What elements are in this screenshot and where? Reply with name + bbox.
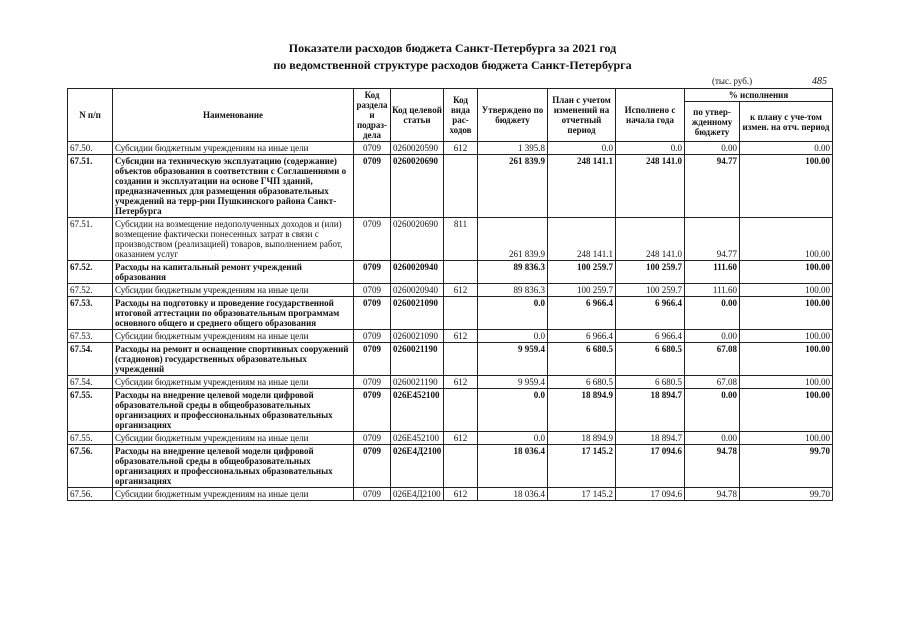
row-name: Субсидии бюджетным учреждениям на иные цели [113,330,354,343]
row-num: 67.52. [68,261,113,284]
row-plan: 18 894.9 [548,389,616,432]
row-name: Субсидии бюджетным учреждениям на иные цели [113,142,354,155]
table-body [68,142,833,501]
row-pct-plan: 100.00 [740,343,833,376]
row-pct-approved: 67.08 [685,376,740,389]
row-num: 67.52. [68,284,113,297]
row-target-code: 0260020690 [391,218,444,261]
row-executed: 6 680.5 [616,343,685,376]
row-type-code: 612 [444,432,478,445]
table-row [68,389,833,432]
row-name: Субсидии бюджетным учреждениям на иные цели [113,432,354,445]
row-approved: 89 836.3 [478,261,548,284]
row-plan: 18 894.9 [548,432,616,445]
row-name: Расходы на подготовку и проведение государственной итоговой аттестации по образовательным программам основного общего и среднего общего образования [113,297,354,330]
row-pct-plan: 100.00 [740,432,833,445]
row-section-code: 0709 [354,142,391,155]
row-executed: 6 966.4 [616,330,685,343]
row-pct-plan: 0.00 [740,142,833,155]
row-pct-approved: 0.00 [685,297,740,330]
row-plan: 248 141.1 [548,218,616,261]
row-pct-plan: 100.00 [740,376,833,389]
row-approved: 89 836.3 [478,284,548,297]
row-section-code: 0709 [354,155,391,218]
budget-table [67,88,833,501]
row-num: 67.55. [68,432,113,445]
row-pct-approved: 0.00 [685,142,740,155]
row-num: 67.53. [68,297,113,330]
row-name: Субсидии бюджетным учреждениям на иные цели [113,284,354,297]
row-target-code: 026E4Д2100 [391,488,444,501]
row-pct-plan: 100.00 [740,155,833,218]
row-num: 67.51. [68,218,113,261]
row-plan: 6 966.4 [548,330,616,343]
row-pct-approved: 94.78 [685,488,740,501]
row-type-code [444,389,478,432]
row-name: Субсидии бюджетным учреждениям на иные цели [113,488,354,501]
row-section-code: 0709 [354,343,391,376]
row-pct-approved: 94.77 [685,218,740,261]
row-pct-plan: 100.00 [740,218,833,261]
row-target-code: 0260021090 [391,330,444,343]
row-target-code: 0260021190 [391,343,444,376]
row-target-code: 0260020940 [391,284,444,297]
row-plan: 17 145.2 [548,445,616,488]
row-approved: 261 839.9 [478,155,548,218]
row-target-code: 026E452100 [391,389,444,432]
header-target-code: Код целевой статьи [391,89,444,142]
row-type-code: 612 [444,376,478,389]
units-label: (тыс. руб.) [712,76,753,86]
row-pct-approved: 0.00 [685,432,740,445]
row-num: 67.56. [68,488,113,501]
row-pct-approved: 94.77 [685,155,740,218]
header-section-code: Код раздела и подраз-дела [354,89,391,142]
header-plan: План с учетом изменений на отчетный период [548,89,616,142]
table-row [68,488,833,501]
table-row [68,445,833,488]
row-type-code [444,155,478,218]
row-approved: 9 959.4 [478,343,548,376]
row-name: Расходы на внедрение целевой модели цифровой образовательной среды в общеобразовательных организациях и профессиональных образовательных организациях [113,445,354,488]
row-approved: 261 839.9 [478,218,548,261]
row-executed: 18 894.7 [616,432,685,445]
row-name: Субсидии на возмещение недополученных доходов и (или) возмещение фактически понесенных затрат в связи с производством (реализацией) товаров, выполнением работ, оказанием услуг [113,218,354,261]
row-section-code: 0709 [354,284,391,297]
report-title-line-2: по ведомственной структуре расходов бюджета Санкт-Петербурга [273,58,632,72]
row-approved: 18 036.4 [478,488,548,501]
row-pct-plan: 99.70 [740,488,833,501]
row-num: 67.54. [68,376,113,389]
row-pct-approved: 111.60 [685,284,740,297]
header-approved: Утверждено по бюджету [478,89,548,142]
table-row [68,155,833,218]
row-plan: 6 966.4 [548,297,616,330]
row-approved: 0.0 [478,297,548,330]
row-pct-plan: 100.00 [740,330,833,343]
row-pct-plan: 100.00 [740,389,833,432]
row-executed: 6 680.5 [616,376,685,389]
row-pct-plan: 100.00 [740,284,833,297]
row-section-code: 0709 [354,261,391,284]
row-target-code: 0260020590 [391,142,444,155]
header-pct-plan: к плану с уче-том измен. на отч. период [740,102,833,142]
table-row [68,330,833,343]
row-pct-plan: 100.00 [740,261,833,284]
row-plan: 6 680.5 [548,343,616,376]
row-section-code: 0709 [354,376,391,389]
table-row [68,432,833,445]
row-num: 67.53. [68,330,113,343]
row-plan: 17 145.2 [548,488,616,501]
row-type-code: 811 [444,218,478,261]
row-approved: 1 395.8 [478,142,548,155]
row-pct-approved: 111.60 [685,261,740,284]
row-target-code: 0260020940 [391,261,444,284]
table-row [68,284,833,297]
row-num: 67.56. [68,445,113,488]
row-plan: 100 259.7 [548,284,616,297]
row-pct-approved: 0.00 [685,330,740,343]
row-section-code: 0709 [354,297,391,330]
row-executed: 18 894.7 [616,389,685,432]
row-name: Расходы на ремонт и оснащение спортивных сооружений (стадионов) государственных образовательных учреждений [113,343,354,376]
row-pct-approved: 0.00 [685,389,740,432]
row-executed: 17 094.6 [616,445,685,488]
row-num: 67.55. [68,389,113,432]
row-executed: 0.0 [616,142,685,155]
row-name: Субсидии бюджетным учреждениям на иные цели [113,376,354,389]
page-number: 485 [812,76,827,87]
row-type-code: 612 [444,142,478,155]
row-pct-approved: 67.08 [685,343,740,376]
table-row [68,142,833,155]
row-target-code: 0260021190 [391,376,444,389]
row-approved: 18 036.4 [478,445,548,488]
row-pct-plan: 100.00 [740,297,833,330]
row-approved: 0.0 [478,432,548,445]
row-pct-plan: 99.70 [740,445,833,488]
report-title-line-1: Показатели расходов бюджета Санкт-Петербурга за 2021 год [288,41,617,55]
row-type-code [444,261,478,284]
row-executed: 248 141.0 [616,218,685,261]
row-target-code: 026E452100 [391,432,444,445]
header-name: Наименование [113,89,354,142]
row-section-code: 0709 [354,218,391,261]
row-approved: 9 959.4 [478,376,548,389]
row-num: 67.54. [68,343,113,376]
header-num: N п/п [68,89,113,142]
row-approved: 0.0 [478,330,548,343]
row-executed: 100 259.7 [616,261,685,284]
row-pct-approved: 94.78 [685,445,740,488]
row-section-code: 0709 [354,445,391,488]
row-num: 67.51. [68,155,113,218]
row-name: Расходы на внедрение целевой модели цифровой образовательной среды в общеобразовательных организациях и профессиональных образовательных организациях [113,389,354,432]
row-type-code [444,343,478,376]
header-pct-approved: по утвер-жденному бюджету [685,102,740,142]
row-section-code: 0709 [354,389,391,432]
row-type-code: 612 [444,284,478,297]
row-type-code [444,297,478,330]
row-name: Расходы на капитальный ремонт учреждений образования [113,261,354,284]
row-type-code: 612 [444,330,478,343]
row-plan: 0.0 [548,142,616,155]
row-section-code: 0709 [354,488,391,501]
row-approved: 0.0 [478,389,548,432]
row-executed: 17 094.6 [616,488,685,501]
row-type-code: 612 [444,488,478,501]
table-row [68,376,833,389]
table-row [68,261,833,284]
row-target-code: 0260021090 [391,297,444,330]
table-row [68,218,833,261]
row-plan: 100 259.7 [548,261,616,284]
row-name: Субсидии на техническую эксплуатацию (содержание) объектов образования в соответствии с Соглашениями о создании и эксплуатации на основе ГЧП зданий, предназначенных для размещения образовательных учреждений на терр-рии Пушкинского района Санкт-Петербурга [113,155,354,218]
row-section-code: 0709 [354,330,391,343]
row-type-code [444,445,478,488]
table-row [68,343,833,376]
row-executed: 100 259.7 [616,284,685,297]
row-executed: 6 966.4 [616,297,685,330]
header-type-code: Код вида рас-ходов [444,89,478,142]
table-row [68,297,833,330]
row-executed: 248 141.0 [616,155,685,218]
row-target-code: 0260020690 [391,155,444,218]
row-target-code: 026E4Д2100 [391,445,444,488]
row-plan: 6 680.5 [548,376,616,389]
header-pct-group: % исполнения [685,89,833,102]
row-plan: 248 141.1 [548,155,616,218]
row-section-code: 0709 [354,432,391,445]
row-num: 67.50. [68,142,113,155]
header-executed: Исполнено с начала года [616,89,685,142]
